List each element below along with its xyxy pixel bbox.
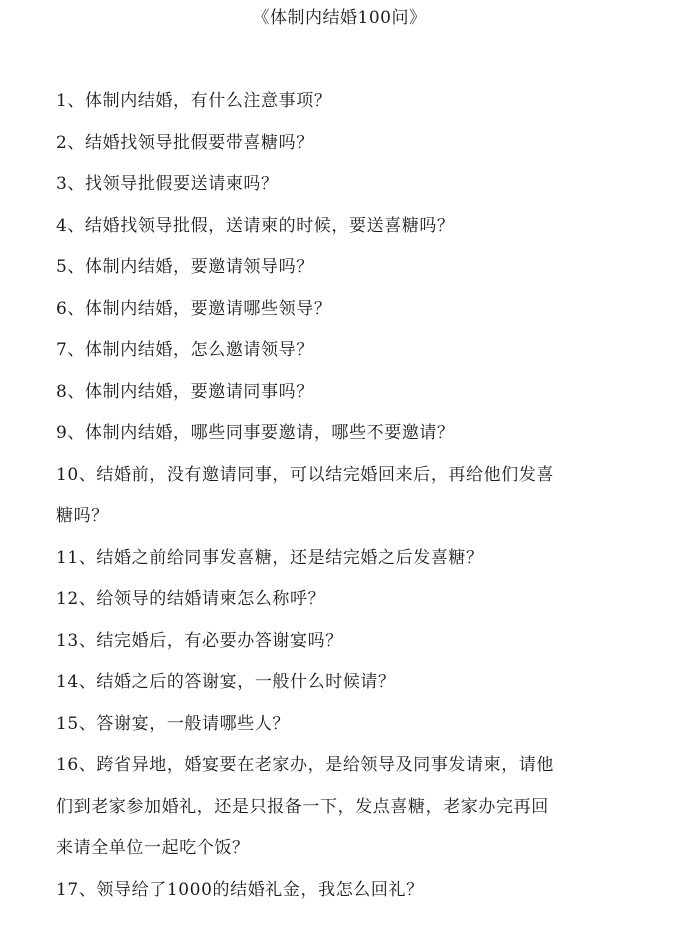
question-text: 6、体制内结婚，要邀请哪些领导？ [56, 298, 332, 319]
question-item [56, 462, 626, 530]
question-list [56, 88, 626, 918]
question-text: 2、结婚找领导批假要带喜糖吗？ [56, 132, 314, 153]
question-item [56, 545, 626, 571]
question-item [56, 88, 626, 114]
question-item [56, 254, 626, 280]
question-text: 5、体制内结婚，要邀请领导吗？ [56, 257, 314, 277]
question-text: 16、跨省异地，婚宴要在老家办，是给领导及同事发请柬，请他 [56, 755, 555, 775]
question-text: 12、给领导的结婚请柬怎么称呼？ [56, 589, 326, 609]
question-item [56, 296, 626, 322]
document-title: 《体制内结婚100问》 [252, 8, 427, 28]
question-item [56, 171, 626, 197]
question-item [56, 379, 626, 405]
question-item [56, 711, 626, 737]
question-text: 4、结婚找领导批假，送请柬的时候，要送喜糖吗？ [56, 215, 455, 236]
question-item [56, 877, 626, 903]
question-text: 10、结婚前，没有邀请同事，可以结完婚回来后，再给他们发喜 [56, 464, 555, 485]
question-item [56, 337, 626, 363]
question-text-continued: 糖吗？ [56, 506, 109, 526]
question-text: 13、结完婚后，有必要办答谢宴吗？ [56, 630, 343, 651]
question-item [56, 669, 626, 695]
question-text: 7、体制内结婚，怎么邀请领导？ [56, 340, 314, 360]
question-text: 8、体制内结婚，要邀请同事吗？ [56, 381, 314, 402]
question-text: 15、答谢宴，一般请哪些人？ [56, 713, 291, 734]
question-text-continued: 们到老家参加婚礼，还是只报备一下，发点喜糖，老家办完再回 [56, 796, 549, 817]
question-item [56, 213, 626, 239]
question-text: 9、体制内结婚，哪些同事要邀请，哪些不要邀请？ [56, 423, 455, 443]
question-text: 3、找领导批假要送请柬吗？ [56, 174, 279, 194]
question-item [56, 420, 626, 446]
question-item [56, 586, 626, 612]
question-text: 11、结婚之前给同事发喜糖，还是结完婚之后发喜糖？ [56, 547, 484, 568]
question-item [56, 130, 626, 156]
question-item [56, 752, 626, 861]
question-text: 14、结婚之后的答谢宴，一般什么时候请？ [56, 672, 396, 692]
question-item [56, 628, 626, 654]
question-text: 17、领导给了1000的结婚礼金，我怎么回礼？ [56, 879, 424, 900]
question-text-continued: 来请全单位一起吃个饭？ [56, 838, 250, 858]
question-text: 1、体制内结婚，有什么注意事项？ [56, 91, 332, 111]
